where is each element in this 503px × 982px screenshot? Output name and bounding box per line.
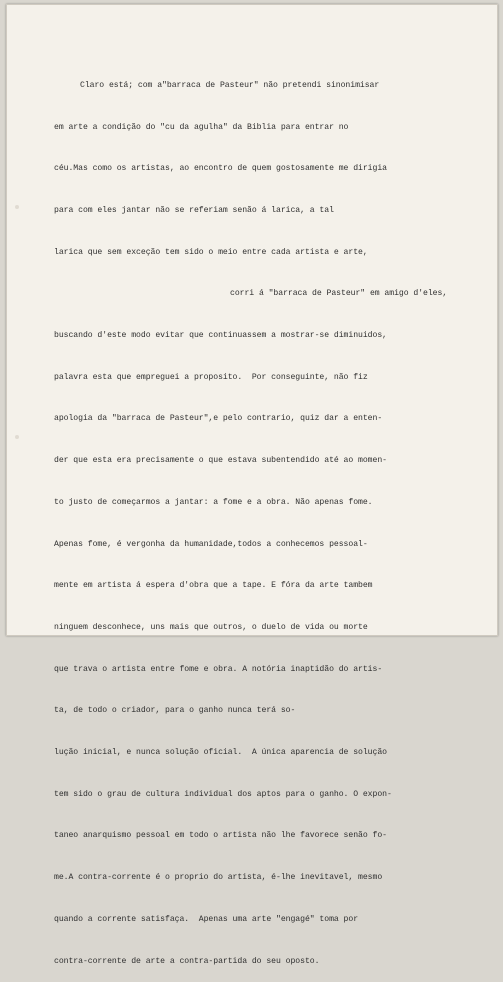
- text-line: apologia da "barraca de Pasteur",e pelo contrario, quiz dar a enten-: [54, 414, 383, 424]
- text-line: der que esta era precisamente o que estava subentendido até ao momen-: [54, 456, 387, 466]
- text-line: ta, de todo o criador, para o ganho nunca terá so-: [54, 706, 296, 716]
- text-line: taneo anarquismo pessoal em todo o artista não lhe favorece senão fo-: [54, 831, 387, 841]
- text-line: palavra esta que empreguei a proposito. Por conseguinte, não fiz: [54, 372, 368, 382]
- text-line: que trava o artista entre fome e obra. A notória inaptidão do artis-: [54, 664, 383, 674]
- text-line: tem sido o grau de cultura individual dos aptos para o ganho. O expon-: [54, 789, 392, 799]
- punch-mark: [15, 435, 19, 439]
- text-line: em arte a condição do "cu da agulha" da Biblia para entrar no: [54, 122, 349, 132]
- text-line: ninguem desconhece, uns mais que outros, o duelo de vida ou morte: [54, 622, 368, 632]
- text-line: céu.Mas como os artistas, ao encontro de quem gostosamente me dirigia: [54, 164, 387, 174]
- text-line: to justo de começarmos a jantar: a fome e a obra. Não apenas fome.: [54, 497, 373, 507]
- text-line: Claro está; com a"barraca de Pasteur" não pretendi sinonimisar: [80, 80, 380, 90]
- text-line: para com eles jantar não se referiam senão á larica, a tal: [54, 205, 334, 215]
- text-line: Apenas fome, é vergonha da humanidade,todos a conhecemos pessoal-: [54, 539, 368, 549]
- text-line: mente em artista á espera d'obra que a tape. E fóra da arte tambem: [54, 581, 373, 591]
- punch-mark: [15, 205, 19, 209]
- text-line: quando a corrente satisfaça. Apenas uma arte "engagé" toma por: [54, 914, 359, 924]
- text-line: contra-corrente de arte a contra-partida do seu oposto.: [54, 956, 320, 966]
- typed-text-body: [54, 51, 490, 982]
- text-line: corri á "barraca de Pasteur" em amigo d'eles,: [230, 289, 448, 299]
- text-line: me.A contra-corrente é o proprio do artista, é-lhe inevitavel, mesmo: [54, 873, 383, 883]
- text-line: larica que sem exceção tem sido o meio entre cada artista e arte,: [54, 247, 368, 257]
- text-line: lução inicial, e nunca solução oficial. A única aparencia de solução: [54, 748, 387, 758]
- text-line: buscando d'este modo evitar que continuassem a mostrar-se diminuidos,: [54, 331, 387, 341]
